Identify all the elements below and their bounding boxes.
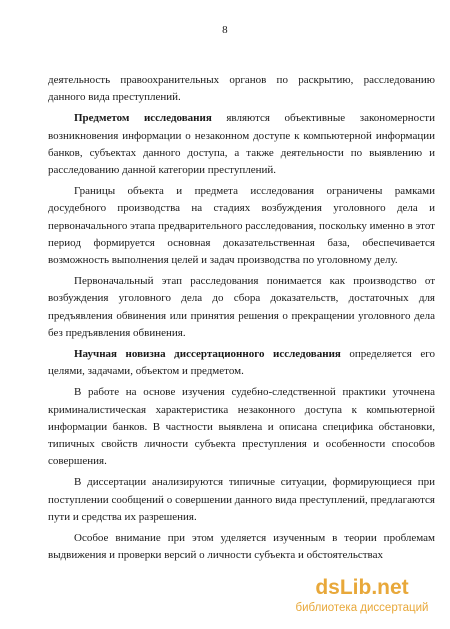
paragraph-boundaries xyxy=(48,183,435,269)
page-number: 8 xyxy=(222,24,228,36)
paragraph-practice xyxy=(48,384,435,470)
watermark-caption: библиотека диссертаций xyxy=(295,602,429,614)
paragraph-heading-bold: Научная новизна диссертационного исследования xyxy=(74,348,341,361)
document-body xyxy=(48,72,435,564)
paragraph-initial-stage xyxy=(48,273,435,342)
paragraph-text: Границы объекта и предмета исследования ограничены рамками досудебного производства на стадиях возбуждения уголовного дела и первоначального этапа предварительного расследования, поскольку именно в этот период формируется основная доказательственная база, обеспечивается возможность выполнения целей и задач производства по уголовному делу. xyxy=(48,185,435,267)
paragraph-text: определяется его целями, задачами, объектом и предметом. xyxy=(48,348,435,378)
paragraph-text: Особое внимание при этом уделяется изученным в теории проблемам выдвижения и проверки версий о личности субъекта и обстоятельствах xyxy=(48,532,435,562)
paragraph-text: Первоначальный этап расследования понимается как производство от возбуждения уголовного дела до сбора доказательств, достаточных для предъявления обвинения или принятия решения о прекращении уголовного дела без предъявления обвинения. xyxy=(48,275,435,339)
paragraph-heading-bold: Предметом исследования xyxy=(74,112,212,125)
paragraph-text: В работе на основе изучения судебно-следственной практики уточнена криминалистическая характеристика незаконного доступа к компьютерной информации банков. В частности выявлена и описана специфика обстановки, типичных свойств личности субъекта преступления и особенности способов совершения. xyxy=(48,386,435,468)
watermark-logo: dsLib.net xyxy=(315,576,409,599)
dslib-watermark xyxy=(282,576,442,615)
paragraph-object-continuation xyxy=(48,72,435,106)
paragraph-text: деятельность правоохранительных органов по раскрытию, расследованию данного вида преступлений. xyxy=(48,74,435,104)
paragraph-situations xyxy=(48,474,435,526)
paragraph-text: являются объективные закономерности возникновения информации о незаконном доступе к компьютерной информации банков, субъектах данного доступа, а также деятельности по выявлению и расследованию данной категории преступлений. xyxy=(48,112,435,177)
paragraph-novelty xyxy=(48,346,435,380)
paragraph-subject xyxy=(48,110,435,179)
paragraph-text: В диссертации анализируются типичные ситуации, формирующиеся при поступлении сообщений о совершении данного вида преступлений, предлагаются пути и средства их разрешения. xyxy=(48,476,435,523)
paragraph-special-attention xyxy=(48,530,435,564)
